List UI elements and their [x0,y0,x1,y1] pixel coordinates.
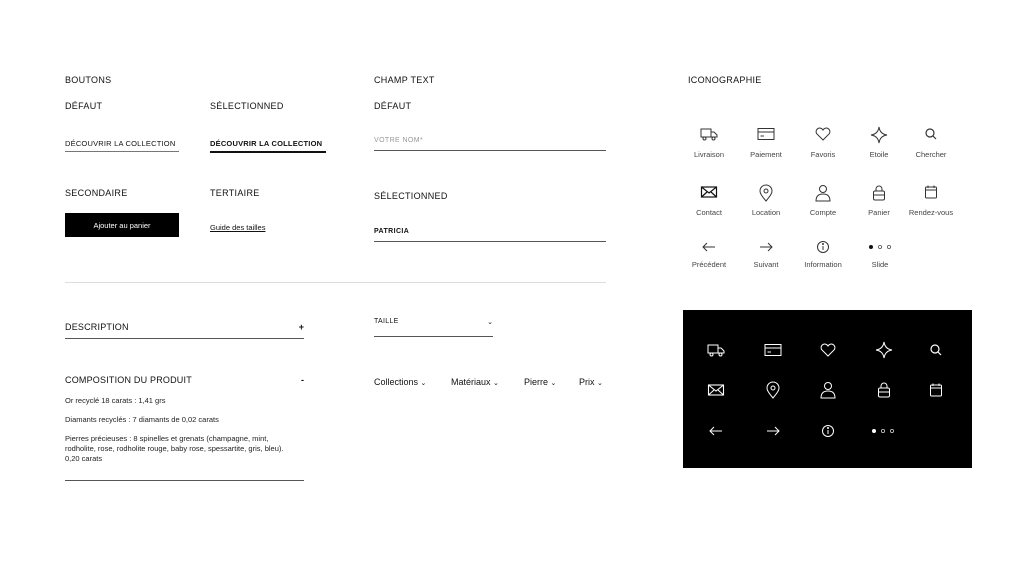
expand-icon: + [298,322,304,332]
icon-cell-information [793,240,853,269]
arrow-left-icon [700,240,718,254]
dark-icon-cell [864,340,904,360]
user-icon [819,381,837,399]
icon-cell-favoris [793,126,853,159]
filter-materials[interactable] [451,377,499,387]
chevron-down-icon: ⌄ [493,380,499,387]
text-field-section-title: CHAMP TEXT [374,75,435,85]
name-input-placeholder: VOTRE NOM* [374,137,424,144]
size-select-label: TAILLE [374,318,399,325]
text-field-default-label: DÉFAUT [374,101,412,111]
bag-icon [875,381,893,399]
icon-cell-etoile [849,126,909,159]
chevron-down-icon: ⌄ [597,380,603,387]
buttons-section-title: BOUTONS [65,75,112,85]
section-divider [65,282,606,283]
icon-label: Location [751,208,781,217]
card-icon [764,342,782,358]
info-icon [814,240,832,254]
icon-cell-paiement [736,126,796,159]
icon-label: Rendez-vous [908,208,954,217]
filter-collections[interactable] [374,377,426,387]
dark-icon-cell [696,421,736,441]
mail-icon [700,184,718,200]
icon-cell-compte [793,184,853,217]
heart-icon [819,342,837,358]
buttons-default-label: DÉFAUT [65,101,103,111]
filter-price[interactable] [579,377,603,387]
text-field-selected-label: SÉLECTIONNED [374,191,448,201]
icon-label: Précédent [691,260,727,269]
dark-icon-cell [696,380,736,400]
icon-cell-livraison [679,126,739,159]
iconography-section-title: ICONOGRAPHIE [688,75,762,85]
truck-icon [700,126,718,142]
dark-icon-cell [916,340,956,360]
icon-cell-location [736,184,796,217]
discover-collection-button-selected[interactable]: DÉCOUVRIR LA COLLECTION [210,139,326,153]
icon-cell-slide [850,240,910,269]
truck-icon [707,342,725,358]
icon-label: Contact [696,208,722,217]
calendar-icon [927,382,945,398]
dark-icon-cell [753,380,793,400]
icon-label: Chercher [915,150,947,159]
card-icon [757,126,775,142]
discover-collection-button-default[interactable]: DÉCOUVRIR LA COLLECTION [65,139,179,152]
calendar-icon [922,184,940,200]
chevron-down-icon: ⌄ [420,380,427,387]
bag-icon [870,184,888,202]
star-icon [875,341,893,359]
composition-line: Pierres précieuses : 8 spinelles et grenats (champagne, mint, rodholite, rose, rodholite rouge, baby rose, spessartite, gris, bleu). 0,20 carats [65,434,284,463]
icon-label: Slide [871,260,889,269]
accordion-composition-title: COMPOSITION DU PRODUIT [65,375,192,385]
dark-icon-cell [916,380,956,400]
filter-label: Matériaux [451,377,491,387]
name-input-value: PATRICIA [374,228,410,235]
add-to-cart-button[interactable]: Ajouter au panier [65,213,179,237]
secondary-label: SECONDAIRE [65,188,128,198]
icon-cell-panier [849,184,909,217]
filter-label: Prix [579,377,595,387]
size-guide-link[interactable]: Guide des tailles [210,223,266,232]
name-input-selected[interactable] [374,226,606,242]
icon-cell-chercher [901,126,961,159]
dark-icon-cell [864,380,904,400]
accordion-description-title: DESCRIPTION [65,322,129,332]
search-icon [927,342,945,358]
info-icon [819,424,837,438]
search-icon [922,126,940,142]
icon-label: Compte [809,208,837,217]
star-icon [870,126,888,144]
filter-label: Pierre [524,377,549,387]
buttons-selected-label: SÉLECTIONNED [210,101,284,111]
dark-icon-cell [808,380,848,400]
filter-label: Collections [374,377,419,387]
icon-cell-contact [679,184,739,217]
dark-icon-cell [863,421,903,441]
pin-icon [757,184,775,202]
dark-icon-cell [696,340,736,360]
arrow-left-icon [707,424,725,438]
tertiary-label: TERTIAIRE [210,188,260,198]
filter-stone[interactable] [524,377,556,387]
icon-cell-precedent [679,240,739,269]
collapse-icon: - [301,375,304,385]
mail-icon [707,382,725,398]
dark-icon-cell [753,340,793,360]
arrow-right-icon [757,240,775,254]
chevron-down-icon: ⌄ [487,319,493,326]
composition-line: Diamants recyclés : 7 diamants de 0,02 carats [65,415,219,424]
accordion-description[interactable] [65,322,304,339]
icon-label: Livraison [693,150,724,159]
icon-label: Information [804,260,842,269]
chevron-down-icon: ⌄ [550,380,557,387]
dark-icon-cell [808,421,848,441]
heart-icon [814,126,832,142]
user-icon [814,184,832,202]
icon-label: Etoile [869,150,889,159]
icon-label: Favoris [810,150,836,159]
accordion-composition-underline [65,480,304,481]
icon-label: Panier [868,208,890,217]
icon-cell-suivant [736,240,796,269]
composition-line: Or recyclé 18 carats : 1,41 grs [65,396,166,405]
icon-label: Paiement [750,150,782,159]
arrow-right-icon [764,424,782,438]
slide-dots-icon [869,424,897,438]
dark-icon-panel [683,310,972,468]
icon-cell-rendez-vous [901,184,961,217]
dark-icon-cell [753,421,793,441]
pin-icon [764,381,782,399]
accordion-composition-header[interactable] [65,375,304,385]
name-input-default[interactable] [374,135,606,151]
slide-dots-icon [866,240,894,254]
dark-icon-cell [808,340,848,360]
icon-label: Suivant [753,260,779,269]
size-select[interactable] [374,318,493,337]
